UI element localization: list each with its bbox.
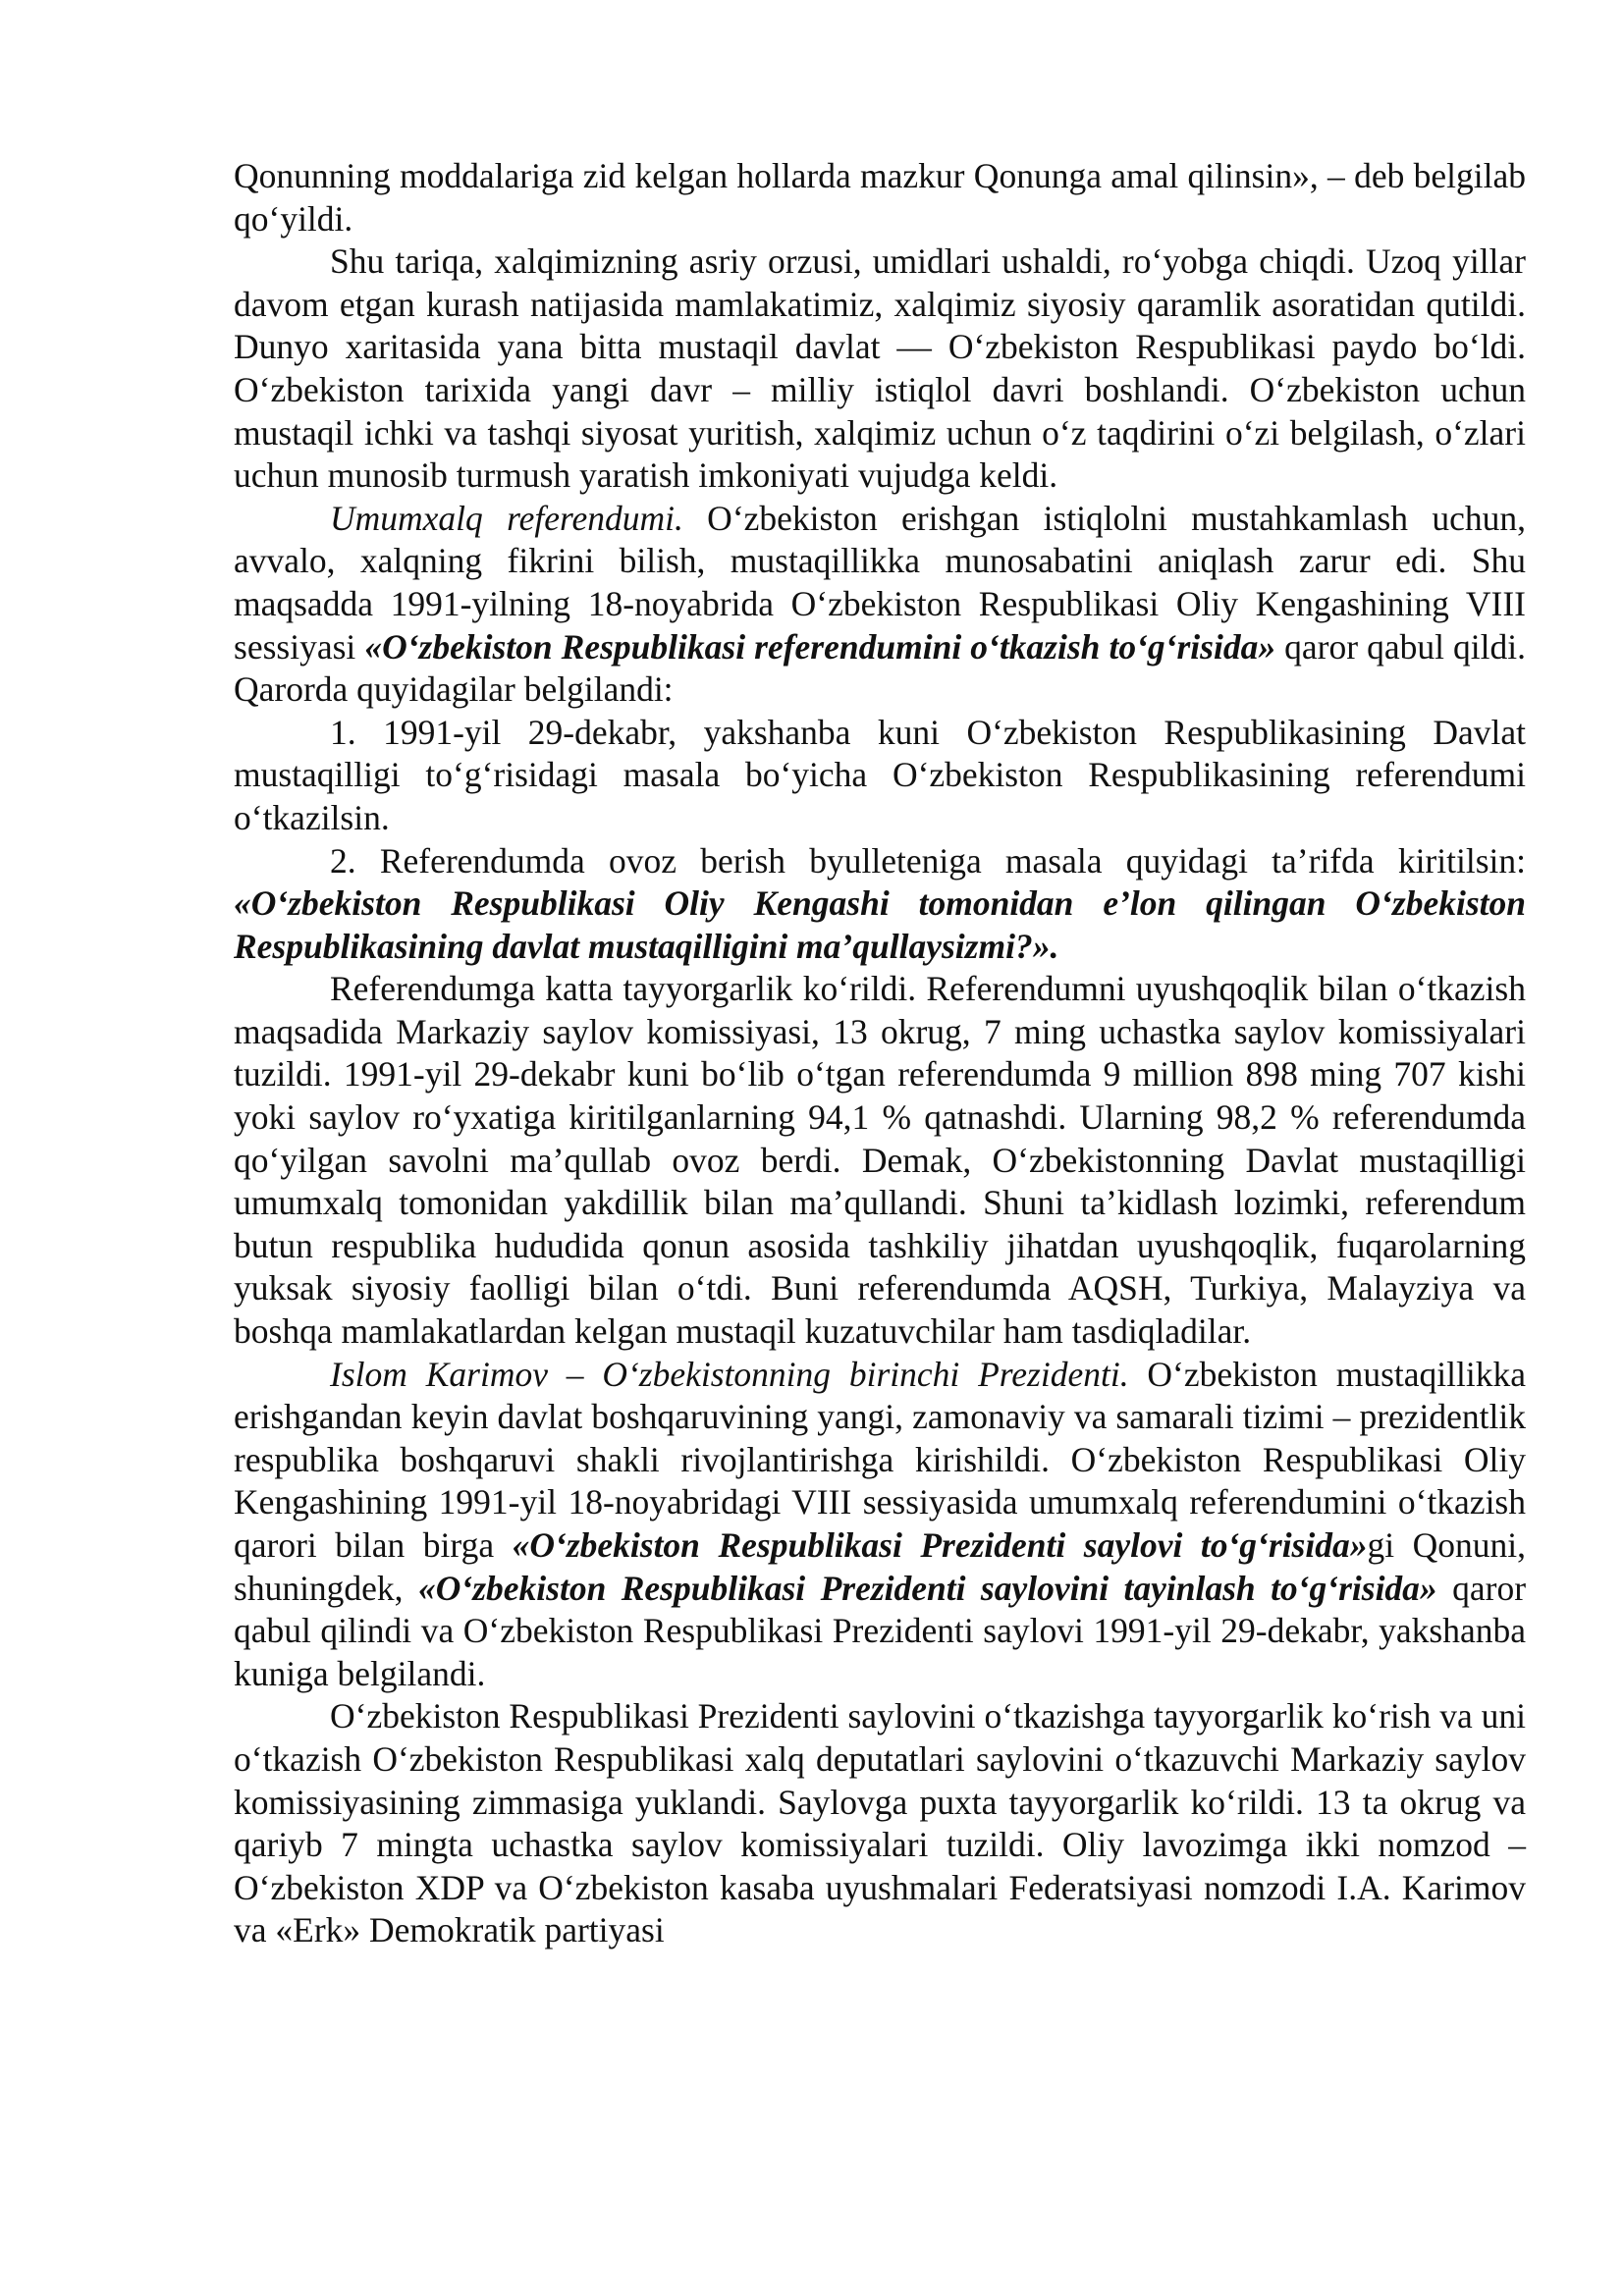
paragraph <box>234 968 1526 1353</box>
law-title-reference: «O‘zbekiston Respublikasi Prezidenti saylovi to‘g‘risida» <box>512 1525 1368 1565</box>
text-run: O‘zbekiston Respublikasi Prezidenti saylovini o‘tkazishga tayyorgarlik ko‘rish va uni o‘tkazish O‘zbekiston Respublikasi xalq deputatlari saylovini o‘tkazuvchi Markaziy saylov komissiyasining zimmasiga yuklandi. Saylovga puxta tayyorgarlik ko‘rildi. 13 ta okrug va qariyb 7 mingta uchastka saylov komissiyalari tuzildi. Oliy lavozimga ikki nomzod – O‘zbekiston XDP va O‘zbekiston kasaba uyushmalari Federatsiyasi nomzodi I.A. Karimov va «Erk» Demokratik partiyasi <box>234 1696 1526 1950</box>
section-heading-president: Islom Karimov – O‘zbekistonning birinchi Prezidenti. <box>330 1354 1129 1394</box>
text-run: O‘zbekiston mustaqillikka erishgandan keyin davlat boshqaruvining yangi, zamonaviy va samarali tizimi – prezidentlik respublika boshqaruvi shakli rivojlantirishga kirishildi. O‘zbekiston Respublikasi Oliy Kengashining 1991-yil 18-noyabridagi VIII sessiyasida umumxalq referendumini o‘tkazish qarori bilan birga <box>234 1354 1526 1565</box>
text-run: Referendumga katta tayyorgarlik ko‘rildi. Referendumni uyushqoqlik bilan o‘tkazish maqsadida Markaziy saylov komissiyasi, 13 okrug, 7 ming uchastka saylov komissiyalari tuzildi. 1991-yil 29-dekabr kuni bo‘lib o‘tgan referendumda 9 million 898 ming 707 kishi yoki saylov ro‘yxatiga kiritilganlarning 94,1 % qatnashdi. Ularning 98,2 % referendumda qo‘yilgan savolni ma’qullab ovoz berdi. Demak, O‘zbekistonning Davlat mustaqilligi umumxalq tomonidan yakdillik bilan ma’qullandi. Shuni ta’kidlash lozimki, referendum butun respublika hududida qonun asosida tashkiliy jihatdan uyushqoqlik, fuqarolarning yuksak siyosiy faolligi bilan o‘tdi. Buni referendumda AQSH, Turkiya, Malayziya va boshqa mamlakatlardan kelgan mustaqil kuzatuvchilar ham tasdiqladilar. <box>234 969 1526 1352</box>
text-run: qaror qabul qildi. Qarorda quyidagilar belgilandi: <box>234 626 1527 710</box>
text-run: qaror qabul qilindi va O‘zbekiston Respublikasi Prezidenti saylovi 1991-yil 29-dekabr, yakshanba kuniga belgilandi. <box>234 1568 1527 1693</box>
document-page <box>234 155 1526 1952</box>
section-heading-referendum: Umumxalq referendumi. <box>330 498 683 538</box>
text-run: 1. 1991-yil 29-dekabr, yakshanba kuni O‘zbekiston Respublikasining Davlat mustaqilligi to‘g‘risidagi masala bo‘yicha O‘zbekiston Respublikasining referendumi o‘tkazilsin. <box>234 712 1526 837</box>
document-title-reference: «O‘zbekiston Respublikasi referendumini o‘tkazish to‘g‘risida» <box>364 626 1276 667</box>
paragraph-referendum <box>234 498 1526 712</box>
paragraph <box>234 155 1526 240</box>
paragraph <box>234 1695 1526 1952</box>
list-item-2 <box>234 840 1526 969</box>
text-run: gi Qonuni, shuningdek, <box>234 1525 1526 1608</box>
text-run: O‘zbekiston erishgan istiqlolni mustahkamlash uchun, avvalo, xalqning fikrini bilish, mustaqillikka munosabatini aniqlash zarur edi. Shu maqsadda 1991-yilning 18-noyabrida O‘zbekiston Respublikasi Oliy Kengashining VIII sessiyasi <box>234 498 1526 667</box>
ballot-question: «O‘zbekiston Respublikasi Oliy Kengashi tomonidan e’lon qilingan O‘zbekiston Respublikasining davlat mustaqilligini ma’qullaysizmi?». <box>234 883 1526 966</box>
text-run: Qonunning moddalariga zid kelgan hollarda mazkur Qonunga amal qilinsin», – deb belgilab qo‘yildi. <box>234 156 1526 239</box>
list-item-1 <box>234 712 1526 840</box>
decree-title-reference: «O‘zbekiston Respublikasi Prezidenti saylovini tayinlash to‘g‘risida» <box>418 1568 1437 1608</box>
paragraph <box>234 240 1526 498</box>
paragraph-president <box>234 1354 1526 1696</box>
text-run: Shu tariqa, xalqimizning asriy orzusi, umidlari ushaldi, ro‘yobga chiqdi. Uzoq yillar davom etgan kurash natijasida mamlakatimiz, xalqimiz siyosiy qaramlik asoratidan qutildi. Dunyo xaritasida yana bitta mustaqil davlat — O‘zbekiston Respublikasi paydo bo‘ldi. O‘zbekiston tarixida yangi davr – milliy istiqlol davri boshlandi. O‘zbekiston uchun mustaqil ichki va tashqi siyosat yuritish, xalqimiz uchun o‘z taqdirini o‘zi belgilash, o‘zlari uchun munosib turmush yaratish imkoniyati vujudga keldi. <box>234 241 1526 496</box>
text-run: 2. Referendumda ovoz berish byulleteniga masala quyidagi ta’rifda kiritilsin: <box>330 840 1526 881</box>
